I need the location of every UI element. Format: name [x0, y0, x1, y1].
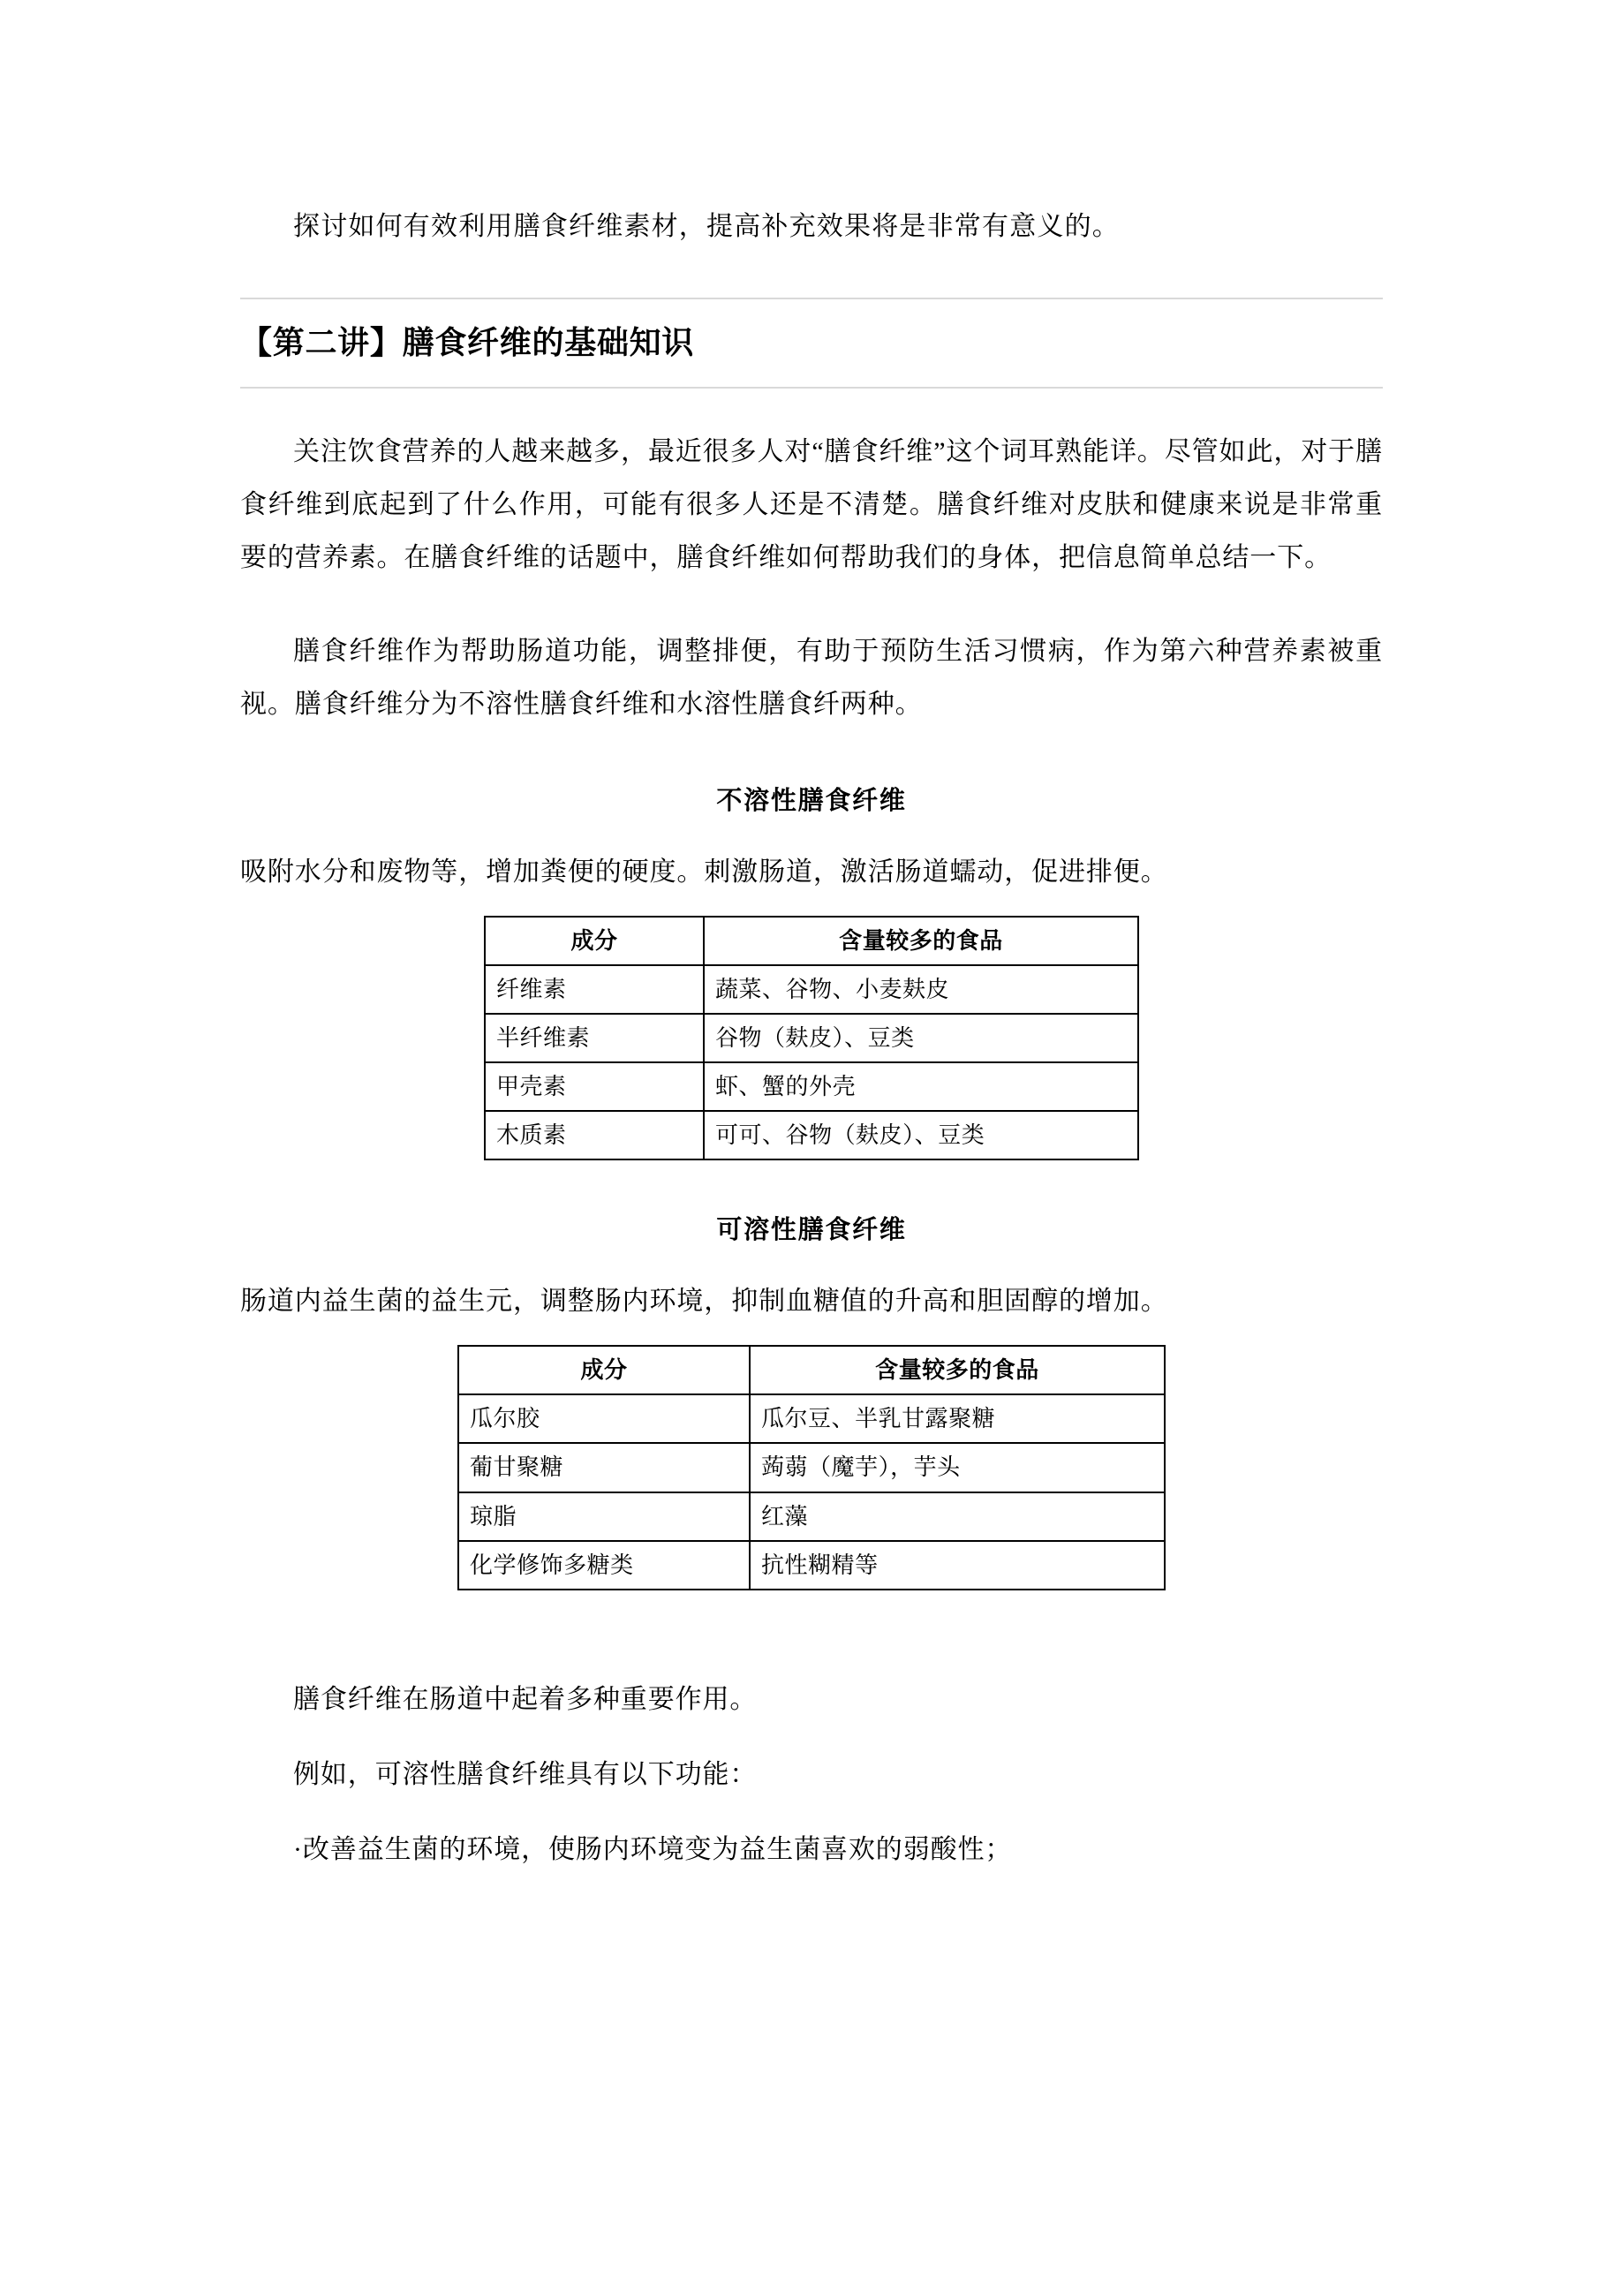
table-cell: 瓜尔胶 — [458, 1394, 750, 1443]
table-header-cell: 成分 — [485, 917, 704, 965]
table-row — [458, 1541, 1165, 1590]
bullet-item-1: ·改善益生菌的环境，使肠内环境变为益生菌喜欢的弱酸性； — [293, 1834, 1013, 1864]
table-row — [485, 917, 1138, 965]
table-header-cell: 含量较多的食品 — [704, 917, 1138, 965]
paragraph-1: 关注饮食营养的人越来越多，最近很多人对“膳食纤维”这个词耳熟能详。尽管如此，对于膳食纤维到底起到了什么作用，可能有很多人还是不清楚。膳食纤维对皮肤和健康来说是非常重要的营养素。在膳食纤维的话题中，膳食纤维如何帮助我们的身体，把信息简单总结一下。 — [240, 436, 1383, 572]
table-row — [485, 1062, 1138, 1111]
table-cell: 瓜尔豆、半乳甘露聚糖 — [750, 1394, 1165, 1443]
insoluble-fiber-description: 吸附水分和废物等，增加粪便的硬度。刺激肠道，激活肠道蠕动，促进排便。 — [240, 857, 1168, 887]
paragraph-2: 膳食纤维作为帮助肠道功能，调整排便，有助于预防生活习惯病，作为第六种营养素被重视。膳食纤维分为不溶性膳食纤维和水溶性膳食纤两种。 — [240, 636, 1383, 719]
table-row — [485, 1014, 1138, 1062]
table-cell: 琼脂 — [458, 1492, 750, 1541]
table-cell: 半纤维素 — [485, 1014, 704, 1062]
table-cell: 木质素 — [485, 1111, 704, 1159]
table-cell: 抗性糊精等 — [750, 1541, 1165, 1590]
subheading-soluble-fiber: 可溶性膳食纤维 — [716, 1216, 907, 1245]
page-title: 【第二讲】膳食纤维的基础知识 — [240, 325, 695, 360]
table-cell: 甲壳素 — [485, 1062, 704, 1111]
table-cell: 蔬菜、谷物、小麦麸皮 — [704, 965, 1138, 1014]
table-cell: 蒟蒻（魔芋），芋头 — [750, 1443, 1165, 1492]
section-header — [240, 298, 1383, 389]
table-row — [485, 1111, 1138, 1159]
table-row — [458, 1492, 1165, 1541]
table-cell: 化学修饰多糖类 — [458, 1541, 750, 1590]
table-header-cell: 成分 — [458, 1346, 750, 1394]
table-header-cell: 含量较多的食品 — [750, 1346, 1165, 1394]
table-cell: 红藻 — [750, 1492, 1165, 1541]
soluble-fiber-table — [457, 1345, 1166, 1590]
table-row — [485, 965, 1138, 1014]
table-row — [458, 1346, 1165, 1394]
table-cell: 纤维素 — [485, 965, 704, 1014]
intro-paragraph: 探讨如何有效利用膳食纤维素材，提高补充效果将是非常有意义的。 — [293, 212, 1120, 241]
closing-line-1: 膳食纤维在肠道中起着多种重要作用。 — [293, 1684, 758, 1714]
table-row — [458, 1394, 1165, 1443]
table-row — [458, 1443, 1165, 1492]
closing-line-2: 例如，可溶性膳食纤维具有以下功能： — [293, 1759, 758, 1789]
table-cell: 可可、谷物（麸皮）、豆类 — [704, 1111, 1138, 1159]
subheading-insoluble-fiber: 不溶性膳食纤维 — [716, 786, 907, 815]
table-cell: 虾、蟹的外壳 — [704, 1062, 1138, 1111]
soluble-fiber-description: 肠道内益生菌的益生元，调整肠内环境，抑制血糖值的升高和胆固醇的增加。 — [240, 1287, 1168, 1317]
table-cell: 葡甘聚糖 — [458, 1443, 750, 1492]
closing-text-block — [240, 1590, 1383, 1872]
insoluble-fiber-table — [484, 916, 1139, 1160]
table-cell: 谷物（麸皮）、豆类 — [704, 1014, 1138, 1062]
